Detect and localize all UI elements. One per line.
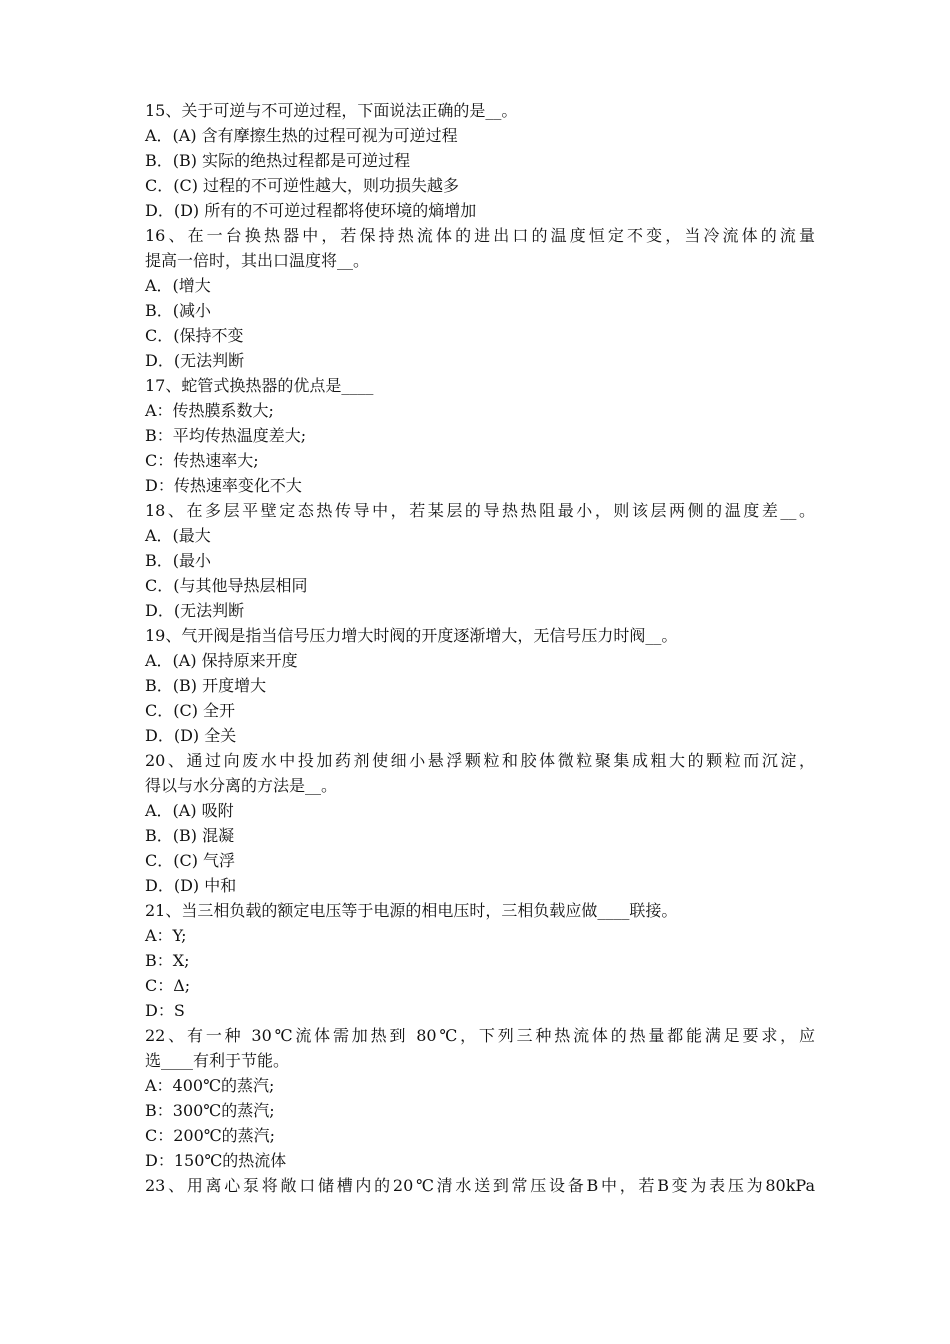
question-20-option-d: D．(D) 中和: [145, 876, 237, 895]
question-21-stem: 21、当三相负载的额定电压等于电源的相电压时，三相负载应做____联接。: [145, 901, 678, 920]
question-22-option-c: C：200℃的蒸汽;: [145, 1126, 276, 1145]
question-16-option-b: B．(减小: [145, 301, 212, 320]
question-18-option-d: D．(无法判断: [145, 601, 245, 620]
question-19-option-c: C．(C) 全开: [145, 701, 236, 720]
document-body: [145, 98, 815, 1198]
question-20-option-b: B．(B) 混凝: [145, 826, 235, 845]
question-17-option-a: A：传热膜系数大;: [145, 401, 274, 420]
question-20-option-c: C．(C) 气浮: [145, 851, 236, 870]
question-22-option-b: B：300℃的蒸汽;: [145, 1101, 275, 1120]
question-17-option-c: C：传热速率大;: [145, 451, 259, 470]
question-19-option-a: A．(A) 保持原来开度: [145, 651, 298, 670]
question-18-stem: 18、在多层平壁定态热传导中，若某层的导热热阻最小，则该层两侧的温度差__。: [145, 501, 815, 520]
question-17-option-d: D：传热速率变化不大: [145, 476, 302, 495]
question-22-option-d: D：150℃的热流体: [145, 1151, 287, 1170]
question-21-option-c: C：Δ;: [145, 976, 191, 995]
question-18-option-a: A．(最大: [145, 526, 211, 545]
question-21-option-a: A：Y;: [145, 926, 187, 945]
question-20-stem-line-1: 20、通过向废水中投加药剂使细小悬浮颗粒和胶体微粒聚集成粗大的颗粒而沉淀，: [145, 751, 815, 770]
question-20-stem-line-2: 得以与水分离的方法是__。: [145, 776, 338, 795]
question-18-option-b: B．(最小: [145, 551, 212, 570]
question-17-option-b: B：平均传热温度差大;: [145, 426, 307, 445]
question-15-stem: 15、关于可逆与不可逆过程，下面说法正确的是__。: [145, 101, 518, 120]
question-18-option-c: C．(与其他导热层相同: [145, 576, 308, 595]
question-15-option-c: C．(C) 过程的不可逆性越大，则功损失越多: [145, 176, 460, 195]
question-22-option-a: A：400℃的蒸汽;: [145, 1076, 275, 1095]
question-23-stem: 23、用离心泵将敞口储槽内的20℃清水送到常压设备B中，若B变为表压为80kPa: [145, 1176, 815, 1195]
question-21-option-d: D：S: [145, 1001, 185, 1020]
question-20-option-a: A．(A) 吸附: [145, 801, 234, 820]
question-16-stem-line-2: 提高一倍时，其出口温度将__。: [145, 251, 370, 270]
question-22-stem-line-2: 选____有利于节能。: [145, 1051, 290, 1070]
question-22-stem-line-1: 22、有一种 30℃流体需加热到 80℃，下列三种热流体的热量都能满足要求，应: [145, 1026, 815, 1045]
question-15-option-d: D．(D) 所有的不可逆过程都将使环境的熵增加: [145, 201, 477, 220]
question-16-option-d: D．(无法判断: [145, 351, 245, 370]
question-16-stem-line-1: 16、在一台换热器中，若保持热流体的进出口的温度恒定不变，当冷流体的流量: [145, 226, 815, 245]
question-19-option-b: B．(B) 开度增大: [145, 676, 267, 695]
question-21-option-b: B：X;: [145, 951, 190, 970]
question-16-option-c: C．(保持不变: [145, 326, 244, 345]
question-15-option-a: A．(A) 含有摩擦生热的过程可视为可逆过程: [145, 126, 458, 145]
question-19-option-d: D．(D) 全关: [145, 726, 237, 745]
question-19-stem: 19、气开阀是指当信号压力增大时阀的开度逐渐增大，无信号压力时阀__。: [145, 626, 678, 645]
question-16-option-a: A．(增大: [145, 276, 211, 295]
question-15-option-b: B．(B) 实际的绝热过程都是可逆过程: [145, 151, 411, 170]
question-17-stem: 17、蛇管式换热器的优点是____: [145, 376, 374, 395]
